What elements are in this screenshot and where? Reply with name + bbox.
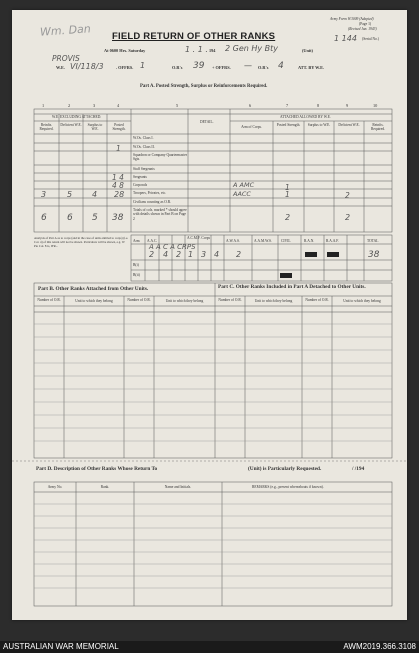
analysis-row-label: B(ii) bbox=[133, 273, 140, 277]
part-b-header: Number of O.R. bbox=[127, 298, 151, 302]
detail-row: Corporals bbox=[133, 183, 148, 187]
hand-total: 2 bbox=[345, 213, 351, 222]
part-d-title: Part D. Description of Other Ranks Whose Return To bbox=[36, 466, 158, 472]
we-excl-header: W.E. EXCLUDING ATTACHED. bbox=[52, 115, 102, 119]
offrs-label: . OFFRS. bbox=[116, 65, 134, 70]
analysis-header: A.A.C. bbox=[147, 239, 158, 243]
detail-row: Staff Sergeants bbox=[133, 167, 155, 171]
hand-value: 1 bbox=[285, 183, 290, 192]
analysis-header: CIVIL bbox=[281, 239, 291, 243]
part-b-header: Number of O.R. bbox=[37, 298, 61, 302]
ors2-hand: 4 bbox=[278, 61, 284, 71]
analysis-value: 2 bbox=[176, 250, 182, 259]
unit-label: (Unit) bbox=[302, 48, 313, 53]
hand-total: 6 bbox=[67, 213, 73, 223]
col-num-5: 5 bbox=[176, 103, 179, 108]
hand-value: 5 bbox=[67, 190, 73, 199]
plus-offrs-label: + OFFRS. bbox=[212, 65, 231, 70]
serial-number-label: (Serial No.) bbox=[362, 37, 379, 41]
col-num-6: 6 bbox=[249, 103, 252, 108]
hand-total: 6 bbox=[41, 213, 47, 223]
analysis-row-label: B(i) bbox=[133, 263, 139, 267]
col-num-3: 3 bbox=[93, 103, 96, 108]
hand-total: 38 bbox=[112, 213, 124, 223]
ors2-label: O.R's bbox=[258, 65, 269, 70]
part-d-header: Rank. bbox=[100, 485, 110, 489]
subheader-reinfts: Reinfts. Required. bbox=[39, 123, 54, 132]
page-number: (Page 1) bbox=[359, 22, 372, 26]
att-by-we-label: ATT. BY W.E. bbox=[298, 65, 325, 70]
analysis-value: 3 bbox=[201, 250, 207, 259]
analysis-header: A.A.M.W.S. bbox=[254, 239, 272, 243]
col-num-9: 9 bbox=[346, 103, 349, 108]
subheader-reinfts-r: Reinfts. Required. bbox=[370, 123, 386, 132]
hand-total: 2 bbox=[285, 213, 291, 222]
subheader-deficient: Deficient W.E. bbox=[60, 123, 82, 127]
revised-date: (Revised Jan. 1943) bbox=[348, 27, 377, 31]
offrs-hand: 1 bbox=[140, 61, 146, 70]
analysis-value: 1 bbox=[188, 250, 194, 259]
part-c-title: Part C. Other Ranks Included in Part A Detached to Other Units. bbox=[218, 284, 366, 290]
hand-value: 4 bbox=[92, 190, 98, 199]
detail-row: Totals of cols. marked * should agree with details shown in Part B on Page 2 bbox=[133, 208, 187, 221]
serial-number-hand: 1 144 bbox=[334, 34, 357, 43]
subheader-arm: Arm of Corps. bbox=[241, 125, 262, 129]
part-d-header: Army No. bbox=[47, 485, 63, 489]
part-b-header: Unit to which they belong bbox=[165, 299, 204, 303]
part-b-header: Unit to which they belong bbox=[75, 299, 113, 303]
analysis-note: Analysis of Part A as to corps (and in the case of units entitled to corps) (i.e. Col. 4) of this return will not be shown. Particulars will be shown, e.g. W Pio Col. 8 is, IFR... bbox=[34, 236, 129, 248]
army-form-label: Army Form W.3009 (Adapted) bbox=[330, 17, 374, 21]
ors-hand: 39 bbox=[193, 61, 205, 71]
footer-institution: AUSTRALIAN WAR MEMORIAL bbox=[3, 642, 119, 651]
hand-value: 2 bbox=[345, 191, 350, 200]
col-num-2: 2 bbox=[68, 103, 71, 108]
hand-value: 28 bbox=[114, 190, 125, 199]
subheader-surplus: Surplus to W.E. bbox=[87, 123, 103, 132]
analysis-total: 38 bbox=[368, 250, 380, 260]
part-d-date: / /194 bbox=[352, 466, 365, 472]
subheader-posted-r: Posted Strength. bbox=[276, 123, 301, 127]
analysis-value: 2 bbox=[149, 250, 155, 259]
form-page bbox=[12, 10, 407, 620]
col-num-10: 10 bbox=[373, 103, 378, 108]
part-c-header: Unit to which they belong bbox=[343, 299, 381, 303]
analysis-header: A.C.M.F. Corps bbox=[187, 236, 210, 240]
subheader-deficient-r: Deficient W.E. bbox=[338, 123, 360, 127]
part-d-title-unit: (Unit) is Particularly Requested. bbox=[248, 466, 322, 472]
analysis-hand-top: A A C A CRPS bbox=[149, 243, 196, 251]
detail-row: Troopers, Privates, etc. bbox=[133, 191, 167, 195]
date-hand: 1 . 1 . bbox=[185, 45, 208, 54]
att-allowed-header: ATTACHED ALLOWED BY W.E. bbox=[280, 115, 331, 119]
detail-row: W.Os. Class I. bbox=[133, 136, 154, 140]
offrs2-hand: — bbox=[244, 61, 252, 70]
analysis-value: 2 bbox=[236, 250, 242, 259]
we-label: W.E. bbox=[56, 65, 65, 70]
hand-value: 3 bbox=[41, 190, 47, 199]
corner-handwriting: Wm. Dan bbox=[39, 22, 92, 39]
hand-value: A AMC bbox=[233, 181, 255, 189]
analysis-header: R.A.N. bbox=[304, 239, 315, 243]
analysis-value: 4 bbox=[214, 250, 220, 259]
hand-value: 1 bbox=[116, 144, 121, 153]
col-num-1: 1 bbox=[42, 103, 45, 108]
col-num-8: 8 bbox=[317, 103, 320, 108]
detail-row: Civilians counting as O.R. bbox=[133, 200, 172, 204]
part-d-header: Name and Initials. bbox=[164, 485, 192, 489]
hand-value: 1 4 bbox=[112, 173, 124, 182]
form-grid-lines bbox=[12, 10, 407, 620]
we-hand: VI/118/3 bbox=[70, 62, 104, 71]
year-label: 194 bbox=[209, 48, 216, 53]
part-c-header: Unit to which they belong bbox=[254, 299, 293, 303]
ors-label: O.R's bbox=[172, 65, 183, 70]
part-a-title: Part A. Posted Strength, Surplus or Reinforcements Required. bbox=[140, 84, 268, 89]
detail-row: Squadron or Company Quartermaster Sgts. bbox=[133, 153, 187, 162]
hand-total: 5 bbox=[92, 213, 98, 223]
part-c-header: Number of O.R. bbox=[218, 298, 242, 302]
at-time-label: At 0600 Hrs. Saturday bbox=[104, 48, 146, 53]
hand-value: AACC bbox=[233, 190, 251, 198]
subheader-surplus-r: Surplus to W.E. bbox=[307, 123, 331, 127]
detail-row: Sergeants bbox=[133, 175, 147, 179]
part-b-title: Part B. Other Ranks Attached from Other Units. bbox=[38, 286, 149, 292]
detail-row: W.Os. Class II. bbox=[133, 145, 155, 149]
analysis-header: A.W.A.S. bbox=[226, 239, 240, 243]
analysis-value: 4 bbox=[163, 250, 169, 259]
hand-value: 4 8 bbox=[112, 181, 124, 190]
analysis-header: Arm bbox=[133, 239, 140, 243]
unit-hand: 2 Gen Hy Bty bbox=[225, 44, 279, 53]
hand-value: 1 bbox=[285, 190, 290, 199]
col-num-7: 7 bbox=[286, 103, 289, 108]
form-title: FIELD RETURN OF OTHER RANKS bbox=[112, 31, 276, 42]
footer-catalog-id: AWM2019.366.3108 bbox=[343, 642, 416, 651]
subheader-posted: Posted Strength. bbox=[112, 123, 126, 132]
part-d-header: REMARKS (e.g., present whereabouts if known). bbox=[252, 485, 324, 489]
col-num-4: 4 bbox=[117, 103, 120, 108]
analysis-header: R.A.A.F. bbox=[326, 239, 339, 243]
detail-header: DETAIL. bbox=[200, 120, 214, 124]
provis-hand: PROVIS bbox=[52, 54, 80, 63]
archive-footer bbox=[0, 641, 419, 653]
analysis-header: TOTAL bbox=[367, 239, 379, 243]
part-c-header: Number of O.R. bbox=[305, 298, 329, 302]
